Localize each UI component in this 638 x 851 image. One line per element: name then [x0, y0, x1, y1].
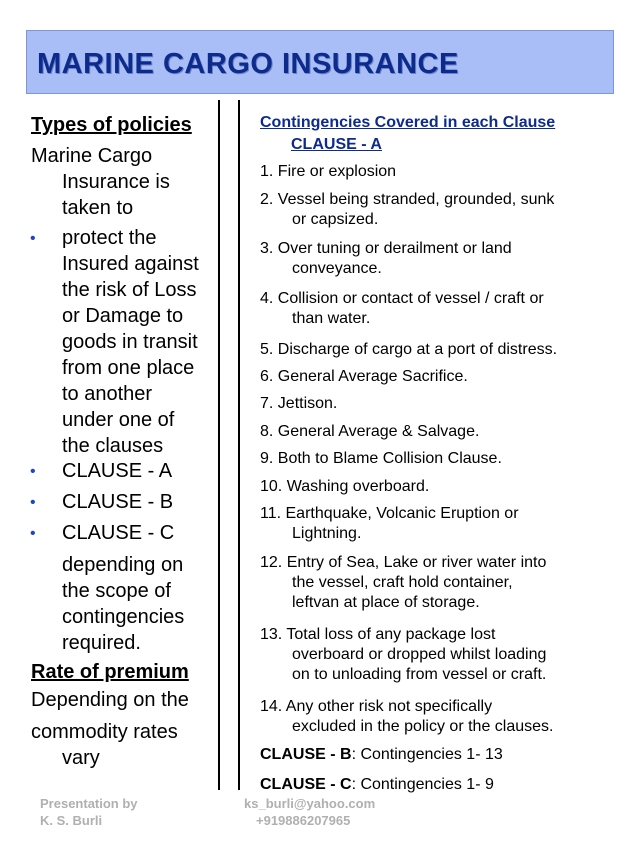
rate-line: commodity rates [31, 721, 178, 743]
left-line: under one of [62, 409, 175, 431]
contingency-item-cont: overboard or dropped whilst loading [292, 646, 547, 663]
contingency-item-cont: excluded in the policy or the clauses. [292, 718, 554, 735]
contingency-item-cont: than water. [292, 310, 371, 327]
right-column [238, 100, 626, 793]
clause-c-summary [260, 775, 494, 795]
presenter-name: K. S. Burli [40, 813, 103, 828]
contingency-item: 5. Discharge of cargo at a port of distress. [260, 341, 558, 358]
contact-email: ks_burli@yahoo.com [244, 796, 376, 811]
contingency-item: 9. Both to Blame Collision Clause. [260, 450, 502, 467]
left-line: Insurance is [62, 171, 170, 193]
left-line: the risk of Loss [62, 279, 197, 301]
rate-heading: Rate of premium [31, 661, 189, 683]
rate-line: vary [62, 747, 100, 769]
contingency-item: 12. Entry of Sea, Lake or river water into [260, 554, 547, 571]
left-line: from one place [62, 357, 195, 379]
clause-a-heading: CLAUSE - A [291, 136, 382, 153]
left-line: protect the [62, 227, 157, 249]
contingency-item-cont: or capsized. [292, 211, 379, 228]
contingency-item-cont: on to unloading from vessel or craft. [292, 666, 547, 683]
types-heading: Types of policies [31, 114, 192, 136]
bullet-icon: • [30, 494, 36, 511]
bullet-icon: • [30, 463, 36, 480]
contingency-item: 8. General Average & Salvage. [260, 423, 480, 440]
contingencies-heading: Contingencies Covered in each Clause [260, 114, 556, 131]
clause-b-item: CLAUSE - B [62, 491, 174, 513]
bullet-icon: • [30, 230, 36, 247]
page-title: MARINE CARGO INSURANCE [37, 48, 459, 80]
contingency-item: 4. Collision or contact of vessel / craft or [260, 290, 544, 307]
clause-b-text: : Contingencies 1- 13 [351, 746, 503, 763]
footer-presenter [40, 795, 138, 829]
left-line: or Damage to [62, 305, 184, 327]
left-line: the scope of [62, 580, 171, 602]
left-line: goods in transit [62, 331, 198, 353]
contingency-item: 6. General Average Sacrifice. [260, 368, 468, 385]
left-line: the clauses [62, 435, 164, 457]
left-line: depending on [62, 554, 184, 576]
left-column [24, 100, 220, 790]
contingency-item: 2. Vessel being stranded, grounded, sunk [260, 191, 555, 208]
presenter-line: Presentation by [40, 796, 138, 811]
contingency-item: 13. Total loss of any package lost [260, 626, 496, 643]
rate-line: Depending on the [31, 689, 189, 711]
contingency-item-cont: Lightning. [292, 525, 362, 542]
contingency-item-cont: the vessel, craft hold container, [292, 574, 513, 591]
clause-a-item: CLAUSE - A [62, 460, 173, 482]
clause-b-summary [260, 745, 503, 765]
clause-c-item: CLAUSE - C [62, 522, 175, 544]
clause-b-label: CLAUSE - B [260, 746, 352, 763]
contingency-item: 14. Any other risk not specifically [260, 698, 493, 715]
clause-c-text: : Contingencies 1- 9 [351, 776, 494, 793]
bullet-icon: • [30, 525, 36, 542]
contingency-item: 1. Fire or explosion [260, 163, 397, 180]
footer-contact [244, 795, 375, 829]
contingency-item: 10. Washing overboard. [260, 478, 430, 495]
contingency-item: 3. Over tuning or derailment or land [260, 240, 512, 257]
contingency-item: 11. Earthquake, Volcanic Eruption or [260, 505, 519, 522]
left-line: taken to [62, 197, 134, 219]
title-banner [26, 30, 614, 94]
contingency-item-cont: leftvan at place of storage. [292, 594, 480, 611]
left-line: required. [62, 632, 141, 654]
left-line: Insured against [62, 253, 199, 275]
contingency-item: 7. Jettison. [260, 395, 338, 412]
left-line: Marine Cargo [31, 145, 153, 167]
contact-phone: +919886207965 [256, 813, 351, 828]
left-line: contingencies [62, 606, 185, 628]
left-line: to another [62, 383, 153, 405]
clause-c-label: CLAUSE - C [260, 776, 352, 793]
contingency-item-cont: conveyance. [292, 260, 382, 277]
